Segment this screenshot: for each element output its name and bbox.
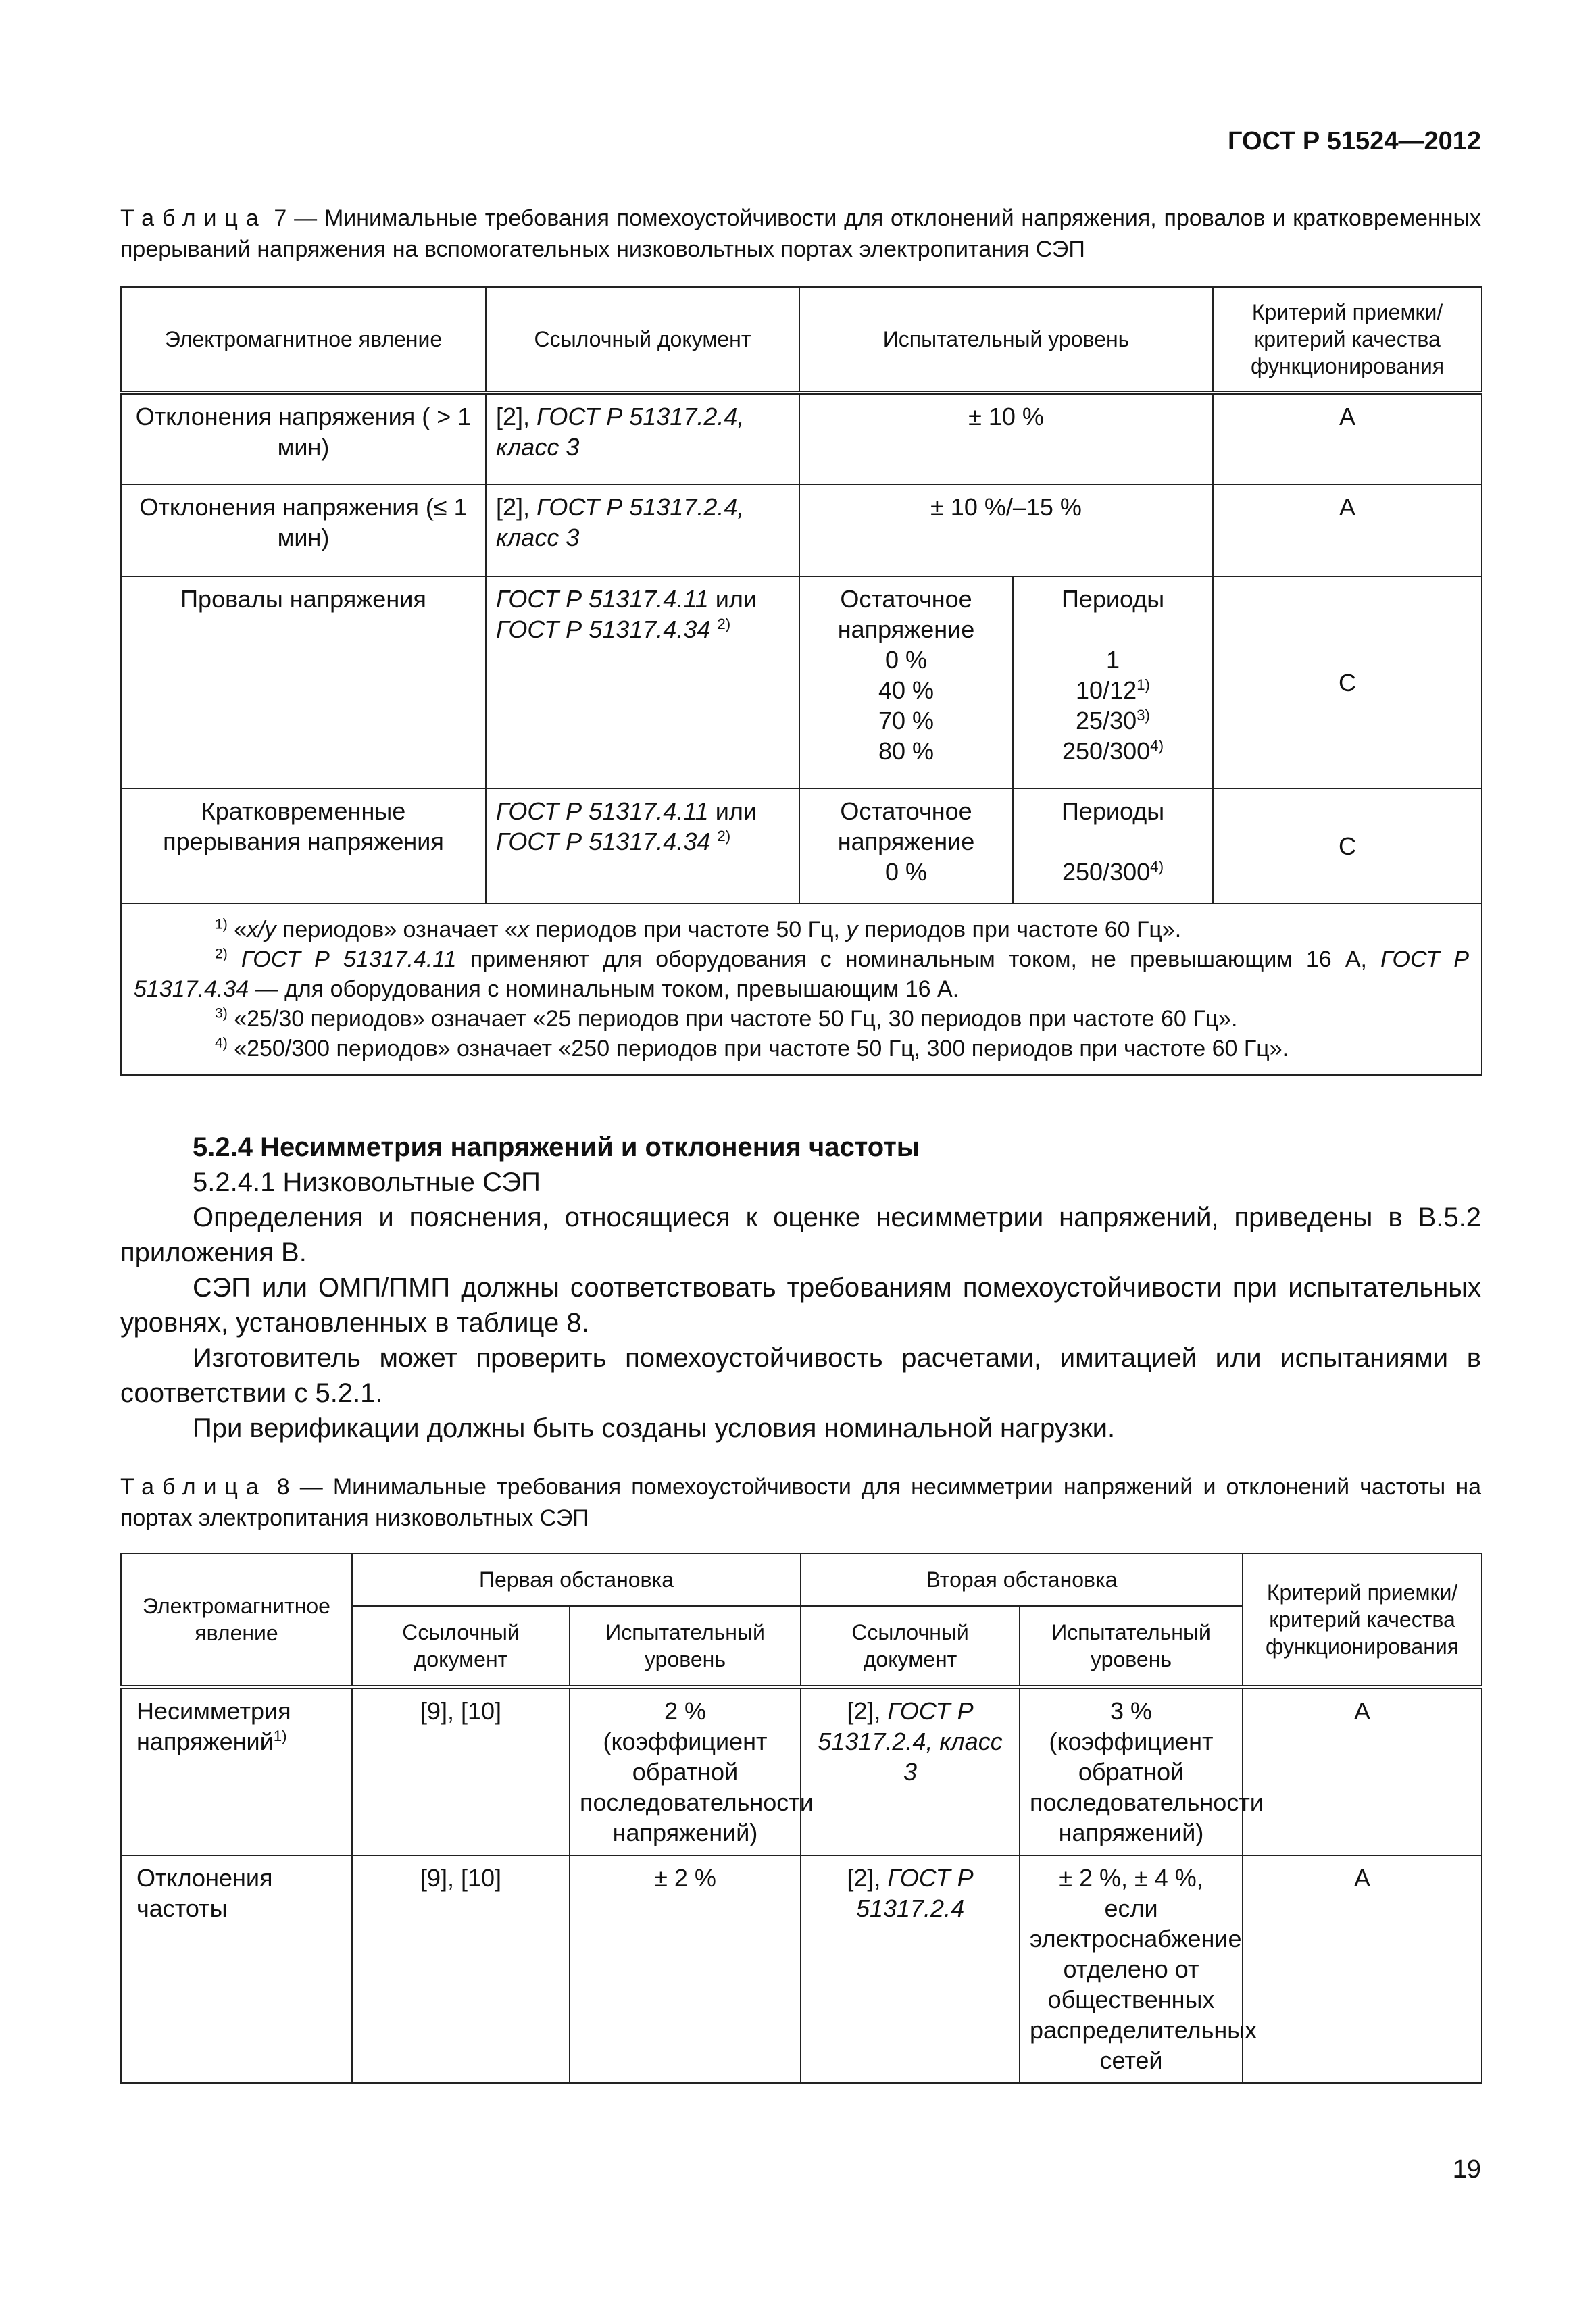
period-number: 1: [1105, 646, 1120, 674]
t8-header-criterion: Критерий приемки/ критерий качества функционирования: [1243, 1553, 1482, 1687]
paragraph: СЭП или ОМП/ПМП должны соответствовать требованиям помехоустойчивости при испытательных уровнях, установленных в таблице 8.: [120, 1273, 1481, 1338]
t8-r1-level1: 2 % (коэффициент обратной последовательности напряжений): [570, 1687, 801, 1855]
footnote-ref: 1): [1137, 676, 1150, 693]
table-row: [121, 576, 1482, 788]
footnote-var: y: [846, 917, 858, 942]
t8-header-level2: Испытательный уровень: [1020, 1606, 1243, 1687]
t7-r2-phenomenon: Отклонения напряжения (≤ 1 мин): [121, 484, 486, 576]
doc-standard: ГОСТ Р 51317.2.4: [855, 1864, 974, 1922]
t8-header-level1: Испытательный уровень: [570, 1606, 801, 1687]
period-number: 25/30: [1076, 707, 1137, 734]
t7-r2-criterion: А: [1213, 484, 1482, 576]
footnote-number: 3): [215, 1005, 228, 1022]
doc-standard: ГОСТ Р 51317.4.34: [496, 615, 711, 643]
footnote-number: 4): [215, 1035, 228, 1051]
periods-title: Периоды: [1061, 797, 1165, 825]
t8-r1-phenomenon: [121, 1687, 352, 1855]
footnote-text: — для оборудования с номинальным током, превышающим 16 А.: [249, 976, 959, 1002]
doc-standard: ГОСТ Р 51317.4.11: [496, 797, 709, 825]
phenomenon-text: Отклонения частоты: [136, 1864, 273, 1922]
footnote-ref: 1): [273, 1728, 287, 1744]
footnote-var: x: [517, 917, 529, 942]
t7-r3-residual: [799, 576, 1013, 788]
page-number: 19: [1452, 2155, 1481, 2184]
t8-header-phenomenon: Электромагнитное явление: [121, 1553, 352, 1687]
doc-standard: ГОСТ Р 51317.2.4, класс 3: [496, 493, 745, 551]
table8: [120, 1553, 1482, 2084]
t7-r4-periods: [1013, 788, 1213, 903]
section-heading: 5.2.4 Несимметрия напряжений и отклонения частоты: [193, 1132, 920, 1162]
table8-caption: [120, 1472, 1481, 1534]
footnote-var: x/y: [247, 917, 276, 942]
footnote-text: «25/30 периодов» означает «25 периодов при частоте 50 Гц, 30 периодов при частоте 60 Гц».: [227, 1006, 1238, 1032]
table8-caption-label: Таблица: [120, 1474, 267, 1500]
doc-standard: ГОСТ Р 51317.2.4, класс 3: [818, 1697, 1003, 1786]
period-value: [1023, 736, 1203, 766]
period-value: [1023, 675, 1203, 705]
t7-r2-level: ± 10 %/–15 %: [799, 484, 1213, 576]
t7-header-level: Испытательный уровень: [799, 287, 1213, 393]
footnote-number: 1): [215, 916, 228, 932]
t8-r2-phenomenon: [121, 1855, 352, 2083]
t7-header-phenomenon: Электромагнитное явление: [121, 287, 486, 393]
t8-r2-doc2: [801, 1855, 1020, 2083]
t8-header-doc2: Ссылочный документ: [801, 1606, 1020, 1687]
footnote-ref: 2): [717, 828, 731, 845]
footnote-text: «250/300 периодов» означает «250 периодов при частоте 50 Гц, 300 периодов при частоте 60 Гц».: [227, 1036, 1289, 1061]
table7-caption-label: Таблица: [120, 205, 267, 231]
footnote-2: [134, 945, 1469, 1004]
table-row: [121, 1687, 1482, 1855]
paragraph: При верификации должны быть созданы условия номинальной нагрузки.: [193, 1413, 1116, 1443]
t7-r1-level: ± 10 %: [799, 393, 1213, 484]
residual-value: 0 %: [884, 858, 928, 886]
doc-or: или: [708, 585, 757, 613]
table7: [120, 286, 1482, 1076]
t7-r4-criterion: С: [1213, 788, 1482, 903]
footnote-ref: 4): [1150, 858, 1164, 875]
t7-r3-document: [486, 576, 799, 788]
t8-header-env1: Первая обстановка: [352, 1553, 801, 1606]
t7-header-criterion: Критерий приемки/ критерий качества функционирования: [1213, 287, 1482, 393]
table7-caption-text: 7 — Минимальные требования помехоустойчивости для отклонений напряжения, провалов и кратковременных прерываний напряжения на вспомогательных низковольтных портах электропитания СЭП: [120, 205, 1481, 262]
footnote-text: применяют для оборудования с номинальным током, не превышающим 16 А,: [456, 947, 1381, 972]
doc-prefix: [2],: [496, 403, 537, 430]
doc-or: или: [708, 797, 757, 825]
period-value: [1023, 645, 1203, 675]
doc-prefix: [2],: [496, 493, 537, 521]
residual-value: 0 %: [884, 646, 928, 674]
residual-title: Остаточное напряжение: [837, 585, 975, 643]
period-number: 10/12: [1076, 676, 1137, 704]
t7-footnotes: [121, 903, 1482, 1075]
t8-r1-doc2: [801, 1687, 1020, 1855]
t7-r4-phenomenon: Кратковременные прерывания напряжения: [121, 788, 486, 903]
t7-r2-document: [486, 484, 799, 576]
footnote-text: «: [227, 917, 247, 942]
t7-r3-criterion: С: [1213, 576, 1482, 788]
footnote-text: периодов при частоте 60 Гц».: [857, 917, 1182, 942]
footnote-4: [134, 1034, 1469, 1063]
period-value: [1023, 857, 1203, 887]
t7-header-document: Ссылочный документ: [486, 287, 799, 393]
footnote-ref: 3): [1137, 707, 1150, 724]
t8-r2-level2: ± 2 %, ± 4 %, если электроснабжение отделено от общественных распределительных сетей: [1020, 1855, 1243, 2083]
t7-r4-document: [486, 788, 799, 903]
residual-value: 70 %: [878, 707, 934, 734]
footnote-doc: ГОСТ Р 51317.4.34: [134, 947, 1470, 1002]
section-subheading: 5.2.4.1 Низковольтные СЭП: [193, 1167, 541, 1197]
period-number: 250/300: [1062, 737, 1151, 765]
period-number: 250/300: [1062, 858, 1151, 886]
table8-caption-text: 8 — Минимальные требования помехоустойчивости для несимметрии напряжений и отклонений частоты на портах электропитания низковольтных СЭП: [120, 1474, 1481, 1531]
table-row: [121, 393, 1482, 484]
table-footnotes-row: [121, 903, 1482, 1075]
paragraph: Определения и пояснения, относящиеся к оценке несимметрии напряжений, приведены в В.5.2 приложения В.: [120, 1203, 1481, 1267]
t8-r2-level1: ± 2 %: [570, 1855, 801, 2083]
t7-r4-residual: [799, 788, 1013, 903]
doc-prefix: [2],: [847, 1697, 888, 1725]
footnote-1: [134, 915, 1469, 945]
footnote-doc: ГОСТ Р 51317.4.11: [241, 947, 457, 972]
periods-title: Периоды: [1061, 585, 1165, 613]
t7-r1-phenomenon: Отклонения напряжения ( > 1 мин): [121, 393, 486, 484]
table7-caption: [120, 203, 1481, 265]
paragraph: Изготовитель может проверить помехоустойчивость расчетами, имитацией или испытаниями в соответствии с 5.2.1.: [120, 1343, 1481, 1408]
doc-standard: ГОСТ Р 51317.2.4, класс 3: [496, 403, 745, 461]
t7-r1-document: [486, 393, 799, 484]
phenomenon-text: Несимметрия напряжений: [136, 1697, 291, 1755]
footnote-ref: 4): [1150, 737, 1164, 754]
residual-value: 40 %: [878, 676, 934, 704]
footnote-ref: 2): [717, 615, 731, 632]
t8-r1-doc1: [9], [10]: [352, 1687, 570, 1855]
t7-r3-phenomenon: Провалы напряжения: [121, 576, 486, 788]
footnote-text: периодов» означает «: [276, 917, 518, 942]
doc-standard: ГОСТ Р 51317.4.11: [496, 585, 709, 613]
doc-standard: ГОСТ Р 51317.4.34: [496, 828, 711, 855]
section-5-2-4: [120, 1130, 1481, 1446]
footnote-text: периодов при частоте 50 Гц,: [528, 917, 847, 942]
doc-prefix: [2],: [847, 1864, 888, 1892]
period-value: [1023, 705, 1203, 736]
residual-value: 80 %: [878, 737, 934, 765]
t8-r1-criterion: А: [1243, 1687, 1482, 1855]
footnote-3: [134, 1004, 1469, 1034]
t8-header-doc1: Ссылочный документ: [352, 1606, 570, 1687]
t8-r1-level2: 3 % (коэффициент обратной последовательности напряжений): [1020, 1687, 1243, 1855]
t7-r3-periods: [1013, 576, 1213, 788]
table-row: [121, 1855, 1482, 2083]
table-row: [121, 484, 1482, 576]
residual-title: Остаточное напряжение: [837, 797, 975, 855]
t8-r2-doc1: [9], [10]: [352, 1855, 570, 2083]
table-row: [121, 788, 1482, 903]
t7-r1-criterion: А: [1213, 393, 1482, 484]
t8-r2-criterion: А: [1243, 1855, 1482, 2083]
footnote-number: 2): [215, 946, 228, 962]
t8-header-env2: Вторая обстановка: [801, 1553, 1243, 1606]
document-header: ГОСТ Р 51524—2012: [1228, 127, 1481, 155]
